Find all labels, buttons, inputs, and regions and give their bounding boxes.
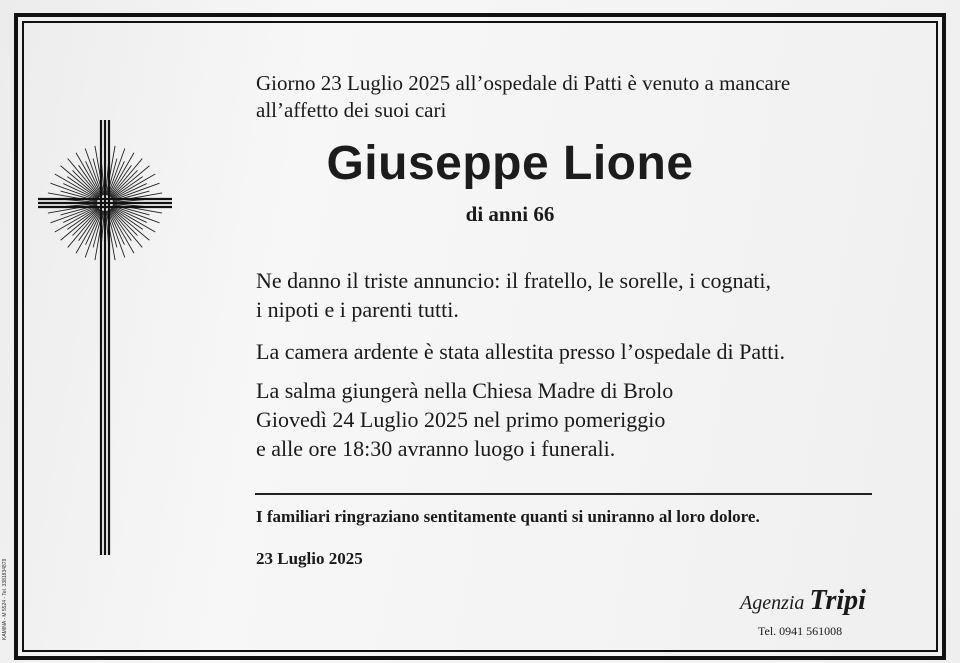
agency-signature — [740, 585, 866, 617]
announcement-line-1: Ne danno il triste annuncio: il fratello, le sorelle, i cognati, — [256, 268, 772, 293]
agency-phone: Tel. 0941 561008 — [758, 624, 843, 638]
printer-imprint: KAMINA - M 5524 - Tel. 3381834879 — [2, 558, 8, 640]
deceased-name: Giuseppe Lione — [326, 137, 694, 190]
funeral-line-2: Giovedì 24 Luglio 2025 nel primo pomeriggio — [256, 407, 666, 432]
agency-name-main: Tripi — [809, 585, 866, 616]
intro-text — [256, 70, 790, 124]
notice-date: 23 Luglio 2025 — [256, 549, 363, 568]
announcement-paragraph — [256, 266, 771, 324]
funeral-line-1: La salma giungerà nella Chiesa Madre di Brolo — [256, 378, 674, 403]
agency-name-prefix: Agenzia — [740, 592, 805, 614]
divider — [255, 493, 872, 495]
intro-line-2: all’affetto dei suoi cari — [256, 98, 447, 122]
announcement-line-2: i nipoti e i parenti tutti. — [256, 297, 459, 322]
funeral-line-3: e alle ore 18:30 avranno luogo i funerali. — [256, 436, 616, 461]
intro-line-1: Giorno 23 Luglio 2025 all’ospedale di Patti è venuto a mancare — [256, 71, 791, 95]
thanks-text: I familiari ringraziano sentitamente quanti si uniranno al loro dolore. — [256, 507, 760, 526]
funeral-paragraph — [256, 376, 673, 463]
viewing-paragraph: La camera ardente è stata allestita presso l’ospedale di Patti. — [256, 339, 785, 364]
deceased-age: di anni 66 — [465, 202, 555, 226]
